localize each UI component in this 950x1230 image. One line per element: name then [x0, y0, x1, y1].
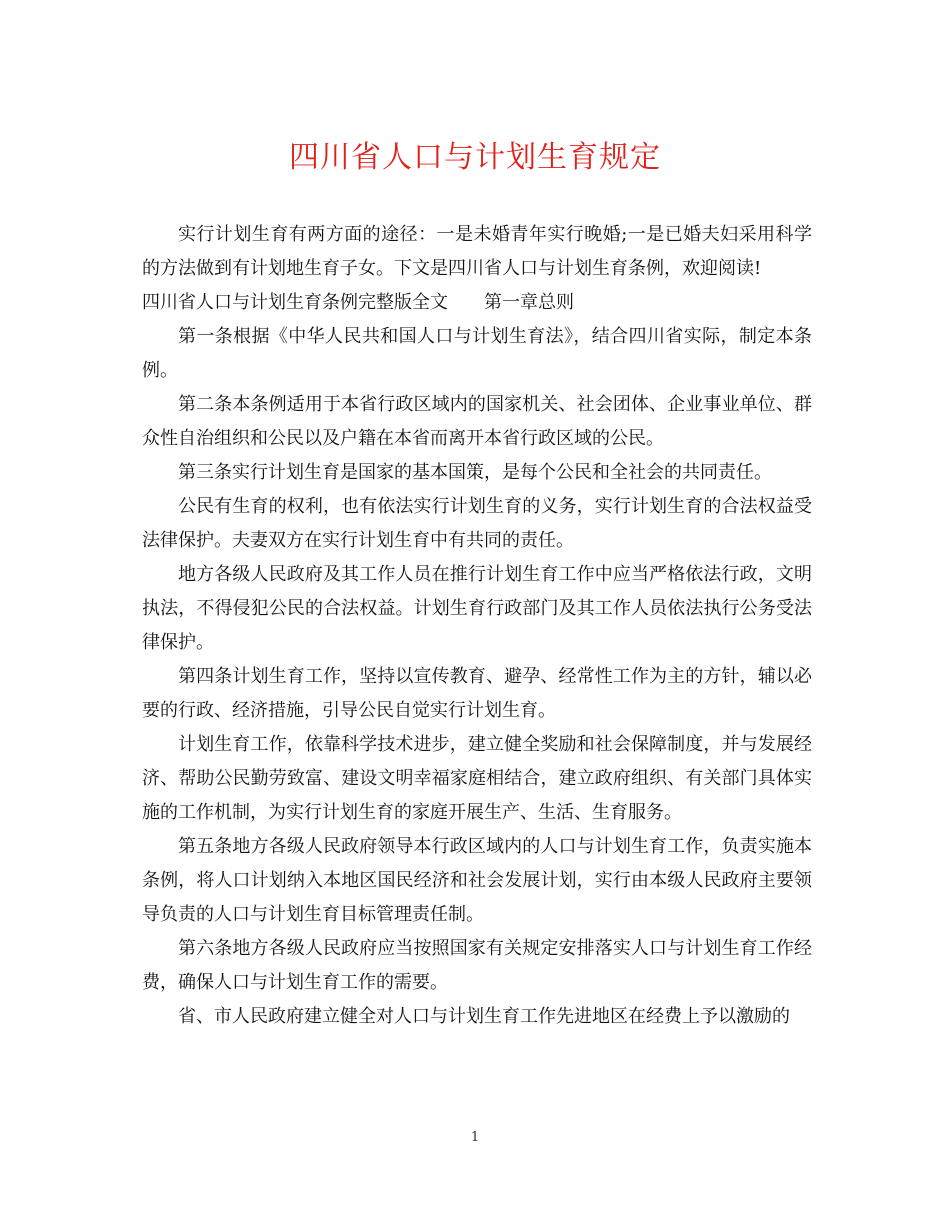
section-heading-line	[142, 286, 812, 320]
article-paragraph: 地方各级人民政府及其工作人员在推行计划生育工作中应当严格依法行政，文明执法，不得侵犯公民的合法权益。计划生育行政部门及其工作人员依法执行公务受法律保护。	[142, 564, 812, 653]
document-body	[142, 218, 812, 1034]
intro-paragraph: 实行计划生育有两方面的途径：一是未婚青年实行晚婚;一是已婚夫妇采用科学的方法做到有计划地生育子女。下文是四川省人口与计划生育条例，欢迎阅读!	[142, 224, 812, 279]
article-paragraph: 公民有生育的权利，也有依法实行计划生育的义务，实行计划生育的合法权益受法律保护。夫妻双方在实行计划生育中有共同的责任。	[142, 496, 812, 551]
full-text-heading: 四川省人口与计划生育条例完整版全文	[142, 292, 448, 313]
document-title: 四川省人口与计划生育规定	[289, 140, 661, 175]
page-number: 1	[470, 1130, 480, 1145]
article-paragraph: 第二条本条例适用于本省行政区域内的国家机关、社会团体、企业事业单位、群众性自治组织和公民以及户籍在本省而离开本省行政区域的公民。	[142, 394, 812, 449]
chapter-heading: 第一章总则	[484, 292, 574, 313]
article-paragraph: 第五条地方各级人民政府领导本行政区域内的人口与计划生育工作，负责实施本条例，将人口计划纳入本地区国民经济和社会发展计划，实行由本级人民政府主要领导负责的人口与计划生育目标管理责任制。	[142, 836, 812, 925]
article-paragraph: 第四条计划生育工作，坚持以宣传教育、避孕、经常性工作为主的方针，辅以必要的行政、经济措施，引导公民自觉实行计划生育。	[142, 666, 812, 721]
article-paragraph: 第一条根据《中华人民共和国人口与计划生育法》，结合四川省实际，制定本条例。	[142, 326, 812, 381]
article-paragraph: 第六条地方各级人民政府应当按照国家有关规定安排落实人口与计划生育工作经费，确保人口与计划生育工作的需要。	[142, 938, 812, 993]
article-paragraph: 第三条实行计划生育是国家的基本国策，是每个公民和全社会的共同责任。	[178, 462, 772, 483]
article-paragraph: 省、市人民政府建立健全对人口与计划生育工作先进地区在经费上予以激励的	[178, 1006, 790, 1027]
article-paragraph: 计划生育工作，依靠科学技术进步，建立健全奖励和社会保障制度，并与发展经济、帮助公民勤劳致富、建设文明幸福家庭相结合，建立政府组织、有关部门具体实施的工作机制，为实行计划生育的家庭开展生产、生活、生育服务。	[142, 734, 812, 823]
